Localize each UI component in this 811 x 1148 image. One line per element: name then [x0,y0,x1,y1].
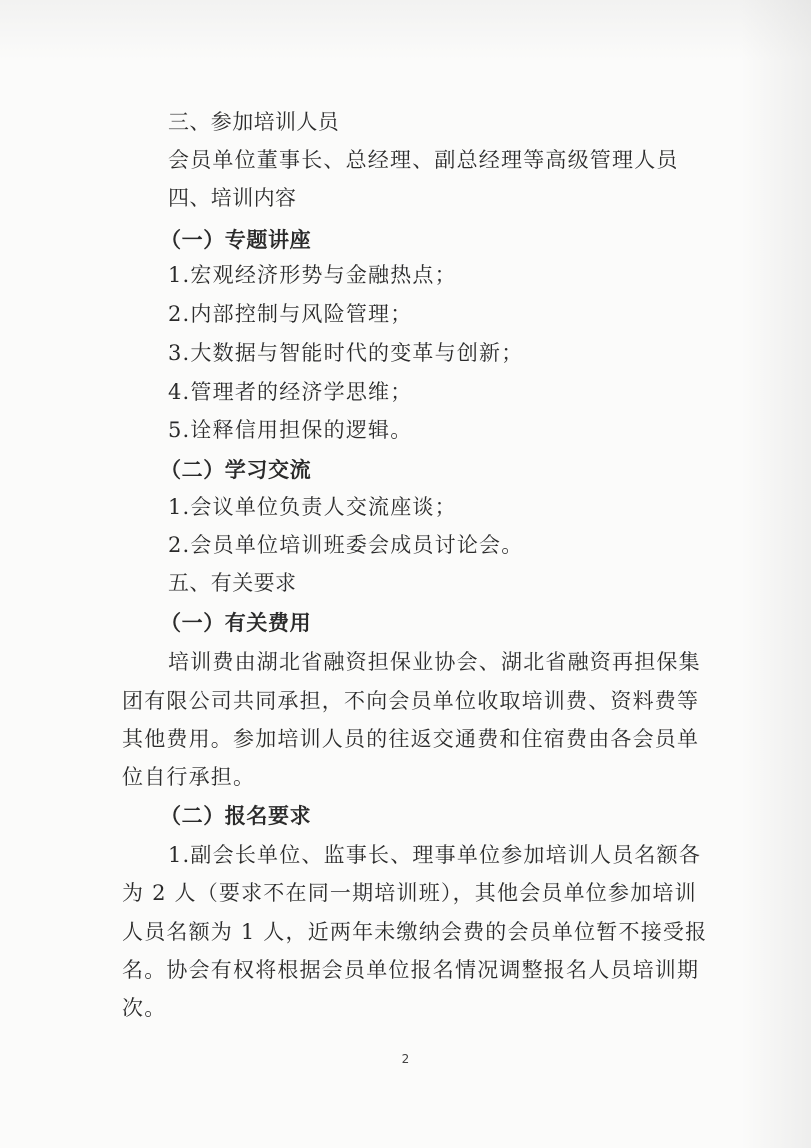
lecture-item-4: 4.管理者的经济学思维； [168,380,413,404]
exchange-item-1: 1.会议单位负责人交流座谈； [168,495,457,519]
participants-text: 会员单位董事长、总经理、副总经理等高级管理人员 [168,148,679,172]
lecture-item-1: 1.宏观经济形势与金融热点； [168,263,457,287]
fees-paragraph-line-2: 团有限公司共同承担，不向会员单位收取培训费、资料费等 [122,689,700,713]
scan-shadow [0,0,811,60]
registration-paragraph-line-2: 为 2 人（要求不在同一期培训班），其他会员单位参加培训 [122,881,697,905]
registration-paragraph-line-4: 名。协会有权将根据会员单位报名情况调整报名人员培训期 [122,958,700,982]
section-heading-content: 四、培训内容 [168,186,297,210]
lecture-item-5: 5.诠释信用担保的逻辑。 [168,418,413,442]
fees-paragraph-line-1: 培训费由湖北省融资担保业协会、湖北省融资再担保集 [168,650,701,674]
lecture-item-3: 3.大数据与智能时代的变革与创新； [168,341,524,365]
section-heading-requirements: 五、有关要求 [168,571,297,595]
exchange-item-2: 2.会员单位培训班委会成员讨论会。 [168,533,524,557]
subheading-lectures: （一）专题讲座 [160,228,312,252]
subheading-registration: （二）报名要求 [160,804,312,828]
registration-paragraph-line-5: 次。 [122,996,167,1020]
fees-paragraph-line-4: 位自行承担。 [122,765,256,789]
subheading-fees: （一）有关费用 [160,611,312,635]
subheading-exchange: （二）学习交流 [160,458,312,482]
scan-edge [741,0,811,1148]
section-heading-participants: 三、参加培训人员 [168,110,340,134]
registration-paragraph-line-3: 人员名额为 1 人，近两年未缴纳会费的会员单位暂不接受报 [122,920,708,944]
registration-paragraph-line-1: 1.副会长单位、监事长、理事单位参加培训人员名额各 [168,843,702,867]
page-number: 2 [401,1052,410,1066]
fees-paragraph-line-3: 其他费用。参加培训人员的往返交通费和住宿费由各会员单 [122,727,700,751]
lecture-item-2: 2.内部控制与风险管理； [168,302,413,326]
